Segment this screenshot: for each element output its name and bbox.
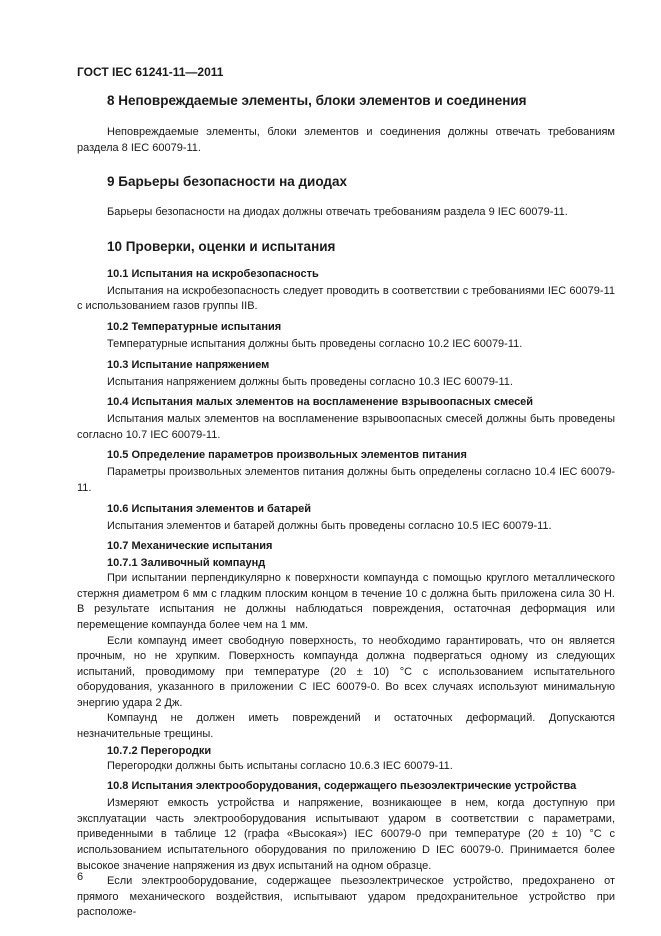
section-10-8-text-1: Измеряют емкость устройства и напряжение, возникающее в нем, когда доступную при эксплуатации часть электрооборудования испытывают ударом в соответствии с параметрами, приведенными в таблице 12 (графа «Высокая») IEC 60079-0 при температуре (20 ± 10) °С с использованием испытательного оборудования по приложению D IEC 60079-0. Принимается более высокое значение напряжения из двух испытаний на одном образце. xyxy=(77,797,615,872)
document-header: ГОСТ IEC 61241-11—2011 xyxy=(77,65,224,79)
section-9-text: Барьеры безопасности на диодах должны отвечать требованиям раздела 9 IEC 60079-11. xyxy=(107,206,568,219)
section-10-1-title: 10.1 Испытания на искробезопасность xyxy=(107,267,319,280)
section-10-7-1-text-2: Если компаунд имеет свободную поверхность, то необходимо гарантировать, что он является прочным, но не хрупким. Поверхность компаунда должна подвергаться одному из следующих испытаний, проводимому при температуре (20 ± 10) °С с использованием испытательного оборудования, указанного в приложении C IEC 60079-0. Во всех случаях используют минимальную энергию удара 2 Дж. xyxy=(77,634,615,709)
section-10-8-text-2: Если электрооборудование, содержащее пьезоэлектрическое устройство, предохранено от прямого механического воздействия, испытывают ударом предохранительное устройство при расположе- xyxy=(77,875,615,919)
section-10-3-title: 10.3 Испытание напряжением xyxy=(107,358,270,371)
section-8-title: 8 Неповреждаемые элементы, блоки элементов и соединения xyxy=(107,93,527,108)
page-number: 6 xyxy=(77,871,84,883)
section-8-text: Неповреждаемые элементы, блоки элементов и соединения должны отвечать требованиям раздела 8 IEC 60079-11. xyxy=(77,126,615,154)
section-10-7-title: 10.7 Механические испытания xyxy=(107,540,273,553)
section-10-5-text: Параметры произвольных элементов питания должны быть определены согласно 10.4 IEC 60079-11. xyxy=(77,466,615,494)
section-10-7-1-title: 10.7.1 Заливочный компаунд xyxy=(107,557,266,570)
section-10-4-text: Испытания малых элементов на воспламенение взрывоопасных смесей должны быть проведены согласно 10.7 IEC 60079-11. xyxy=(77,413,615,441)
section-10-7-1-text-1: При испытании перпендикулярно к поверхности компаунда с помощью круглого металлического стержня диаметром 6 мм с гладким плоским концом в течение 10 с должна быть приложена сила 30 Н. В результате испытания не должны наблюдаться повреждения, остаточная деформация или перемещение компаунда более чем на 1 мм. xyxy=(77,572,615,631)
section-10-2-text: Температурные испытания должны быть проведены согласно 10.2 IEC 60079-11. xyxy=(107,337,523,350)
section-10-5-title: 10.5 Определение параметров произвольных элементов питания xyxy=(107,449,467,462)
section-10-7-2-text: Перегородки должны быть испытаны согласно 10.6.3 IEC 60079-11. xyxy=(107,759,453,772)
section-10-7-2-title: 10.7.2 Перегородки xyxy=(107,744,212,757)
document-body xyxy=(77,92,615,921)
section-10-2-title: 10.2 Температурные испытания xyxy=(107,320,282,333)
section-10-7-1-text-3: Компаунд не должен иметь повреждений и остаточных деформаций. Допускаются незначительные трещины. xyxy=(77,712,615,741)
section-10-4-title: 10.4 Испытания малых элементов на воспламенение взрывоопасных смесей xyxy=(107,396,534,409)
section-10-8-title: 10.8 Испытания электрооборудования, содержащего пьезоэлектрические устройства xyxy=(107,780,577,793)
section-10-1-text: Испытания на искробезопасность следует проводить в соответствии с требованиями IEC 60079-11 с использованием газов группы IIB. xyxy=(77,284,615,313)
section-9-title: 9 Барьеры безопасности на диодах xyxy=(107,174,348,190)
section-10-3-text: Испытания напряжением должны быть проведены согласно 10.3 IEC 60079-11. xyxy=(107,375,513,388)
section-10-6-title: 10.6 Испытания элементов и батарей xyxy=(107,502,312,515)
section-10-title: 10 Проверки, оценки и испытания xyxy=(107,238,336,254)
section-10-6-text: Испытания элементов и батарей должны быть проведены согласно 10.5 IEC 60079-11. xyxy=(107,519,552,532)
